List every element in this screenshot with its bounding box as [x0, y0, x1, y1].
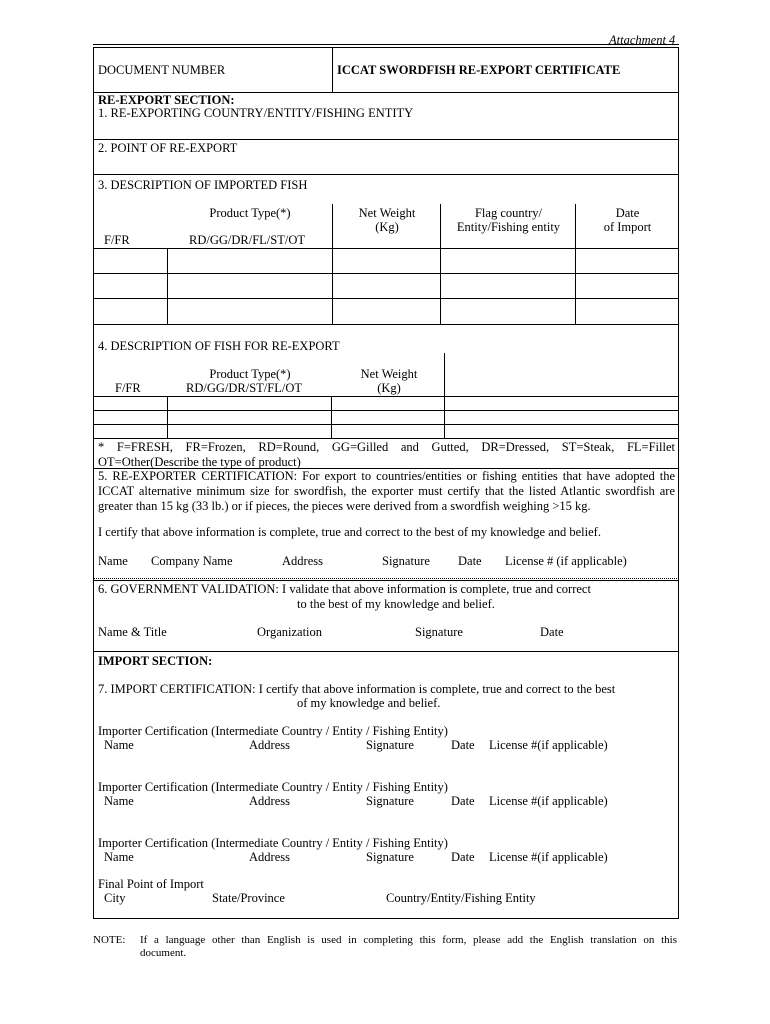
s5-date-label: Date — [458, 554, 482, 568]
s4-table-row — [93, 438, 679, 439]
s4-table-row — [93, 424, 679, 425]
section2-label: 2. POINT OF RE-EXPORT — [98, 141, 238, 155]
importer-address-label: Address — [249, 738, 290, 752]
section1-bottom-line — [93, 139, 679, 140]
section5-bottom-line-2 — [93, 580, 679, 581]
importer-signature-label: Signature — [366, 850, 414, 864]
s5-signature-label: Signature — [382, 554, 430, 568]
s5-license-label: License # (if applicable) — [505, 554, 627, 568]
s3-ffr-header: F/FR — [104, 233, 130, 247]
importer-name-label: Name — [104, 850, 134, 864]
s3-product-type-header: Product Type(*) — [209, 206, 291, 220]
document-number-label: DOCUMENT NUMBER — [98, 63, 226, 77]
importer-date-label: Date — [451, 850, 475, 864]
importer-signature-label: Signature — [366, 794, 414, 808]
importer-name-label: Name — [104, 738, 134, 752]
s3-table-row — [93, 248, 679, 249]
s4-col-line-1 — [331, 396, 332, 438]
note-label: NOTE: — [93, 934, 126, 946]
s6-signature-label: Signature — [415, 625, 463, 639]
s3-codes-header: RD/GG/DR/FL/ST/OT — [189, 233, 305, 247]
certificate-title: ICCAT SWORDFISH RE-EXPORT CERTIFICATE — [337, 63, 621, 77]
final-point-of-import-label: Final Point of Import — [98, 877, 204, 891]
section4-label: 4. DESCRIPTION OF FISH FOR RE-EXPORT — [98, 339, 340, 353]
section6-text-line1: 6. GOVERNMENT VALIDATION: I validate that above information is complete, true and correct — [98, 582, 591, 596]
s5-address-label: Address — [282, 554, 323, 568]
section5-text-line1: 5. RE-EXPORTER CERTIFICATION: For export to countries/entities or fishing entities that have adopted the — [98, 469, 675, 483]
s3-net-weight-header: Net Weight — [358, 206, 416, 220]
section6-bottom-line — [93, 651, 679, 652]
s3-table-row — [93, 298, 679, 299]
section5-text-line2: ICCAT alternative minimum size for swordfish, the exporter must certify that the listed Atlantic swordfish are — [98, 484, 675, 498]
s4-col-line-0 — [167, 396, 168, 438]
importer-certification-label: Importer Certification (Intermediate Country / Entity / Fishing Entity) — [98, 724, 448, 738]
s3-col-line-3 — [575, 204, 576, 324]
importer-address-label: Address — [249, 794, 290, 808]
section6-text-line2: to the best of my knowledge and belief. — [297, 597, 495, 611]
s6-organization-label: Organization — [257, 625, 323, 639]
s3-entity-header: Entity/Fishing entity — [456, 220, 561, 234]
importer-certification-label: Importer Certification (Intermediate Country / Entity / Fishing Entity) — [98, 780, 448, 794]
s4-net-weight-header: Net Weight — [360, 367, 418, 381]
final-country-label: Country/Entity/Fishing Entity — [386, 891, 536, 905]
note-text-line1: If a language other than English is used in completing this form, please add the English translation on this — [140, 934, 677, 946]
note-text-line2: document. — [140, 947, 187, 959]
importer-address-label: Address — [249, 850, 290, 864]
reexport-section-heading: RE-EXPORT SECTION: — [98, 93, 235, 107]
final-state-label: State/Province — [212, 891, 285, 905]
importer-date-label: Date — [451, 738, 475, 752]
importer-license-label: License #(if applicable) — [489, 738, 608, 752]
s3-col-line-1 — [332, 204, 333, 324]
final-city-label: City — [104, 891, 126, 905]
s5-company-name-label: Company Name — [151, 554, 233, 568]
s3-date-header: Date — [615, 206, 640, 220]
header-divider — [332, 47, 333, 92]
s5-name-label: Name — [98, 554, 128, 568]
s6-date-label: Date — [540, 625, 564, 639]
s4-table-row — [93, 396, 679, 397]
section7-text-line2: of my knowledge and belief. — [297, 696, 441, 710]
section5-bottom-line — [93, 578, 679, 579]
importer-license-label: License #(if applicable) — [489, 794, 608, 808]
s3-kg-header: (Kg) — [375, 220, 399, 234]
s4-codes-header: RD/GG/DR/ST/FL/OT — [186, 381, 302, 395]
importer-certification-label: Importer Certification (Intermediate Country / Entity / Fishing Entity) — [98, 836, 448, 850]
s4-product-type-header: Product Type(*) — [209, 367, 291, 381]
importer-license-label: License #(if applicable) — [489, 850, 608, 864]
s3-table-row — [93, 273, 679, 274]
s3-flag-country-header: Flag country/ — [474, 206, 542, 220]
section1-label: 1. RE-EXPORTING COUNTRY/ENTITY/FISHING ENTITY — [98, 106, 414, 120]
attachment-label: Attachment 4 — [609, 33, 676, 47]
section5-certify-text: I certify that above information is complete, true and correct to the best of my knowledge and belief. — [98, 525, 601, 539]
s3-of-import-header: of Import — [603, 220, 652, 234]
s6-name-title-label: Name & Title — [98, 625, 167, 639]
section2-bottom-line — [93, 174, 679, 175]
s4-ffr-header: F/FR — [115, 381, 141, 395]
s3-table-row — [93, 324, 679, 325]
section5-text-line3: greater than 15 kg (33 lb.) or if pieces, the pieces were derived from a swordfish weighing >15 kg. — [98, 499, 591, 513]
section3-label: 3. DESCRIPTION OF IMPORTED FISH — [98, 178, 308, 192]
top-border-line — [93, 44, 679, 45]
s3-col-line-0 — [167, 248, 168, 324]
importer-date-label: Date — [451, 794, 475, 808]
import-section-heading: IMPORT SECTION: — [98, 654, 213, 668]
s4-table-row — [93, 410, 679, 411]
s4-kg-header: (Kg) — [377, 381, 401, 395]
product-type-footnote-line2: OT=Other(Describe the type of product) — [98, 455, 301, 469]
product-type-footnote: * F=FRESH, FR=Frozen, RD=Round, GG=Gilled and Gutted, DR=Dressed, ST=Steak, FL=Fillet — [98, 440, 675, 454]
importer-signature-label: Signature — [366, 738, 414, 752]
section7-text-line1: 7. IMPORT CERTIFICATION: I certify that above information is complete, true and correct to the best — [98, 682, 616, 696]
importer-name-label: Name — [104, 794, 134, 808]
s3-col-line-2 — [440, 204, 441, 324]
